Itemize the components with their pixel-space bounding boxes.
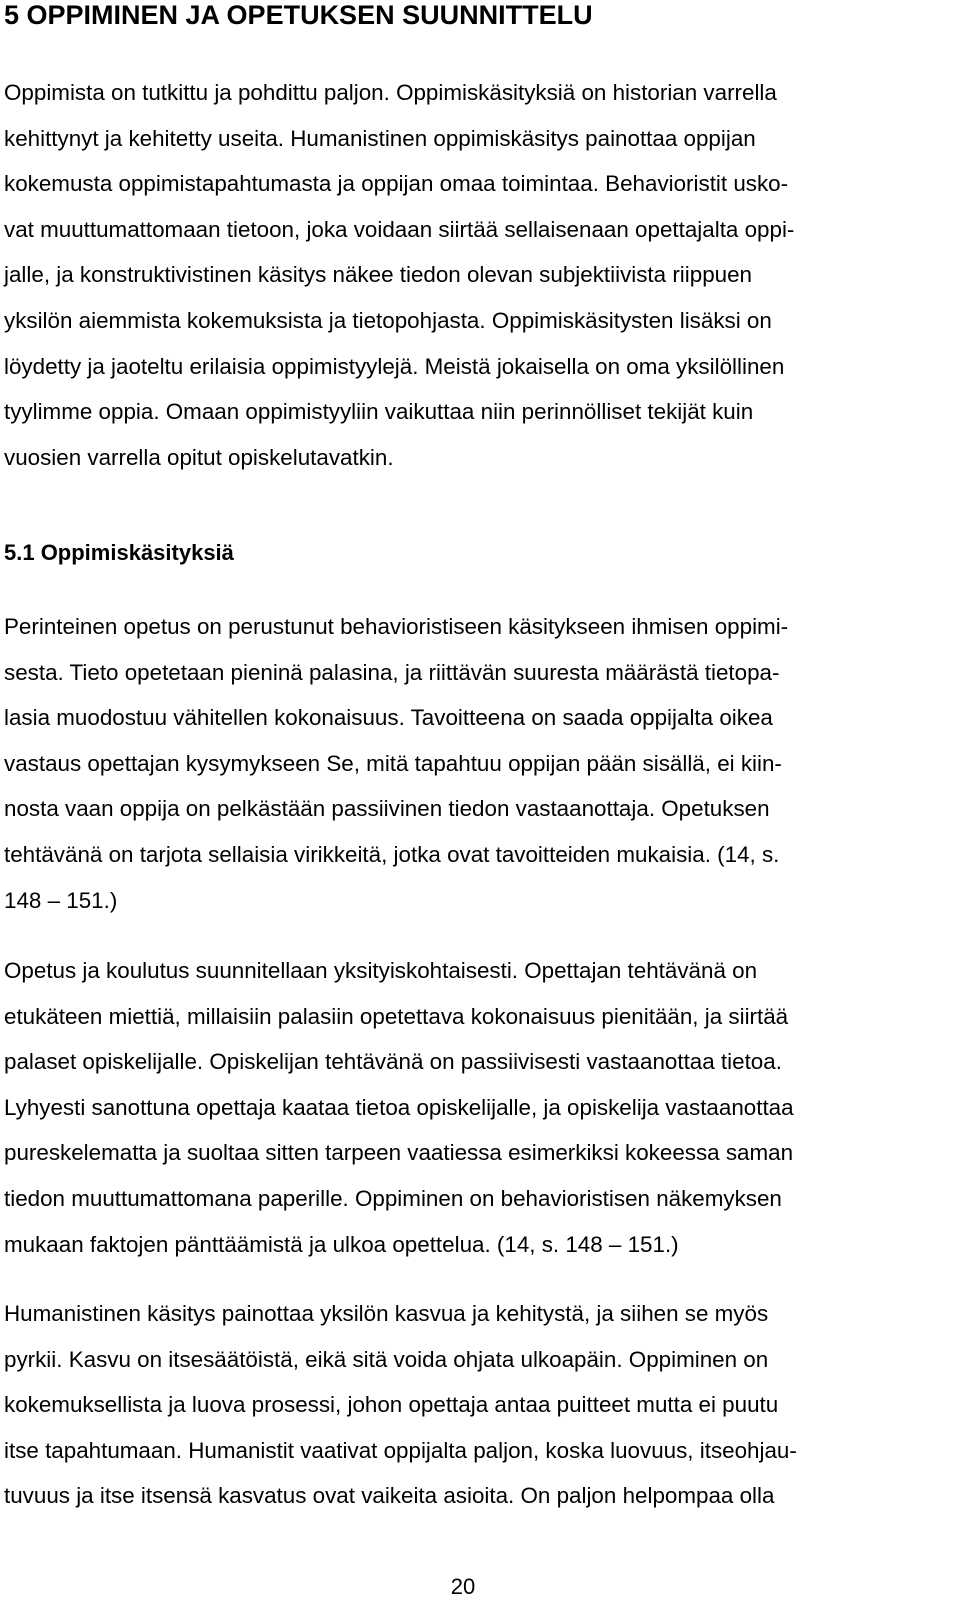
text-line: tiedon muuttumattomana paperille. Oppiminen on behavioristisen näkemyksen [4, 1185, 782, 1211]
text-line: vuosien varrella opitut opiskelutavatkin. [4, 444, 394, 470]
text-line: kokemusta oppimistapahtumasta ja oppijan omaa toimintaa. Behavioristit usko- [4, 171, 789, 197]
text-line: vat muuttumattomaan tietoon, joka voidaan siirtää sellaisenaan opettajalta oppi- [4, 216, 795, 242]
section-title: 5.1 Oppimiskäsityksiä [4, 540, 234, 565]
text-line: nosta vaan oppija on pelkästään passiivinen tiedon vastaanottaja. Opetuksen [4, 796, 770, 822]
text-line: etukäteen miettiä, millaisiin palasiin opetettava kokonaisuus pienitään, ja siirtää [4, 1003, 789, 1029]
text-line: pyrkii. Kasvu on itsesäätöistä, eikä sitä voida ohjata ulkoapäin. Oppiminen on [4, 1346, 769, 1372]
text-line: sesta. Tieto opetetaan pieninä palasina, ja riittävän suuresta määrästä tietopa- [4, 659, 780, 685]
paragraph-teaching-planning [4, 948, 954, 1267]
chapter-title: 5 OPPIMINEN JA OPETUKSEN SUUNNITTELU [4, 0, 593, 30]
text-line: tehtävänä on tarjota sellaisia virikkeitä, jotka ovat tavoitteiden mukaisia. (14, s. [4, 841, 780, 867]
page-number: 20 [450, 1574, 476, 1599]
text-line: kehittynyt ja kehitetty useita. Humanistinen oppimiskäsitys painottaa oppijan [4, 125, 756, 151]
paragraph-intro [4, 70, 954, 480]
text-line: mukaan faktojen pänttäämistä ja ulkoa opettelua. (14, s. 148 – 151.) [4, 1231, 679, 1257]
text-line: itse tapahtumaan. Humanistit vaativat oppijalta paljon, koska luovuus, itseohjau- [4, 1437, 797, 1463]
text-line: pureskelematta ja suoltaa sitten tarpeen vaatiessa esimerkiksi kokeessa saman [4, 1140, 794, 1166]
text-line: jalle, ja konstruktivistinen käsitys näkee tiedon olevan subjektiivista riippuen [4, 262, 752, 288]
paragraph-humanistic-view [4, 1291, 954, 1519]
text-line: 148 – 151.) [4, 887, 118, 913]
text-line: löydetty ja jaoteltu erilaisia oppimistyylejä. Meistä jokaisella on oma yksilöllinen [4, 353, 785, 379]
text-line: palaset opiskelijalle. Opiskelijan tehtävänä on passiivisesti vastaanottaa tietoa. [4, 1049, 782, 1075]
text-line: Oppimista on tutkittu ja pohdittu paljon. Oppimiskäsityksiä on historian varrella [4, 80, 777, 105]
text-line: vastaus opettajan kysymykseen Se, mitä tapahtuu oppijan pään sisällä, ei kiin- [4, 750, 782, 776]
text-line: yksilön aiemmista kokemuksista ja tietopohjasta. Oppimiskäsitysten lisäksi on [4, 307, 772, 333]
text-line: lasia muodostuu vähitellen kokonaisuus. Tavoitteena on saada oppijalta oikea [4, 705, 773, 731]
text-line: tyylimme oppia. Omaan oppimistyyliin vaikuttaa niin perinnölliset tekijät kuin [4, 399, 754, 425]
text-line: kokemuksellista ja luova prosessi, johon opettaja antaa puitteet mutta ei puutu [4, 1392, 779, 1418]
paragraph-traditional-teaching [4, 604, 954, 923]
text-line: Opetus ja koulutus suunnitellaan yksityiskohtaisesti. Opettajan tehtävänä on [4, 958, 758, 983]
text-line: Perinteinen opetus on perustunut behavioristiseen käsitykseen ihmisen oppimi- [4, 614, 789, 639]
text-line: Humanistinen käsitys painottaa yksilön kasvua ja kehitystä, ja siihen se myös [4, 1301, 769, 1326]
text-line: Lyhyesti sanottuna opettaja kaataa tietoa opiskelijalle, ja opiskelija vastaanottaa [4, 1094, 794, 1120]
text-line: tuvuus ja itse itsensä kasvatus ovat vaikeita asioita. On paljon helpompaa olla [4, 1483, 775, 1509]
